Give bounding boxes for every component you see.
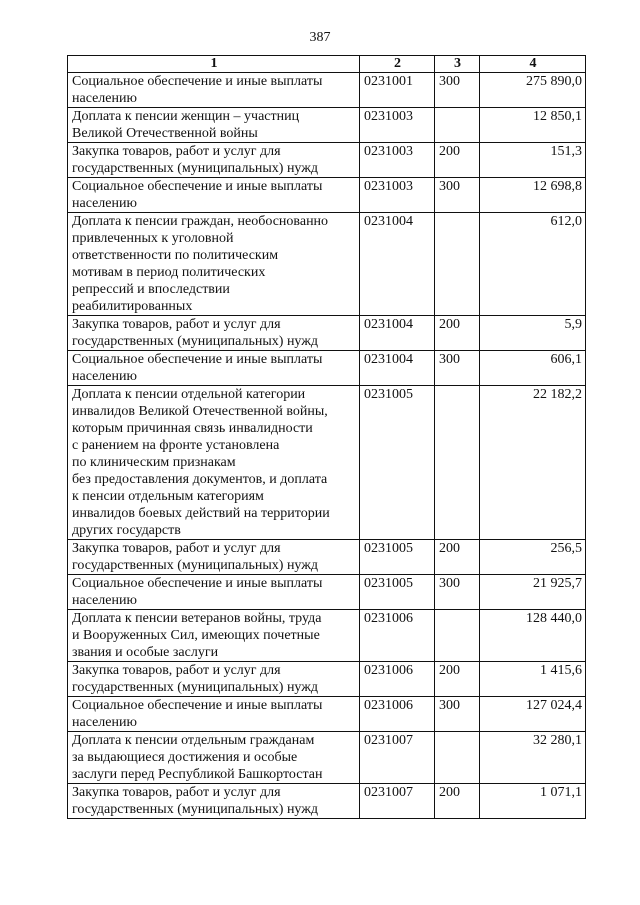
row-amount-cell: 12 850,1	[480, 108, 586, 143]
row-amount-cell: 1 071,1	[480, 784, 586, 819]
page-number: 387	[309, 30, 331, 45]
table-row	[68, 351, 586, 386]
header-col-3: 3	[435, 56, 480, 73]
table-row	[68, 784, 586, 819]
row-name-cell: Социальное обеспечение и иные выплаты населению	[68, 73, 360, 108]
table-row	[68, 73, 586, 108]
row-code-cell: 0231004	[360, 213, 435, 316]
row-code-cell: 0231005	[360, 386, 435, 540]
row-amount-cell: 606,1	[480, 351, 586, 386]
row-amount-cell: 1 415,6	[480, 662, 586, 697]
row-code-cell: 0231006	[360, 610, 435, 662]
row-name-cell: Социальное обеспечение и иные выплаты населению	[68, 575, 360, 610]
table-row	[68, 143, 586, 178]
table-row	[68, 697, 586, 732]
header-col-4: 4	[480, 56, 586, 73]
row-type-cell: 200	[435, 784, 480, 819]
table-row	[68, 540, 586, 575]
row-type-cell: 200	[435, 143, 480, 178]
row-name-cell: Закупка товаров, работ и услуг для государственных (муниципальных) нужд	[68, 540, 360, 575]
row-name-cell: Доплата к пенсии отдельным гражданам за выдающиеся достижения и особые заслуги перед Республикой Башкортостан	[68, 732, 360, 784]
header-col-1: 1	[68, 56, 360, 73]
row-name-cell: Доплата к пенсии женщин – участниц Великой Отечественной войны	[68, 108, 360, 143]
row-code-cell: 0231005	[360, 575, 435, 610]
row-amount-cell: 5,9	[480, 316, 586, 351]
row-type-cell: 300	[435, 73, 480, 108]
row-amount-cell: 32 280,1	[480, 732, 586, 784]
row-amount-cell: 128 440,0	[480, 610, 586, 662]
row-type-cell: 200	[435, 316, 480, 351]
row-code-cell: 0231007	[360, 784, 435, 819]
row-type-cell	[435, 108, 480, 143]
row-name-cell: Закупка товаров, работ и услуг для государственных (муниципальных) нужд	[68, 143, 360, 178]
table-row	[68, 108, 586, 143]
row-amount-cell: 151,3	[480, 143, 586, 178]
table-row	[68, 662, 586, 697]
row-type-cell: 300	[435, 351, 480, 386]
row-type-cell: 200	[435, 662, 480, 697]
row-amount-cell: 22 182,2	[480, 386, 586, 540]
row-name-cell: Закупка товаров, работ и услуг для государственных (муниципальных) нужд	[68, 662, 360, 697]
row-name-cell: Доплата к пенсии ветеранов войны, труда и Вооруженных Сил, имеющих почетные звания и особые заслуги	[68, 610, 360, 662]
row-type-cell: 300	[435, 697, 480, 732]
row-code-cell: 0231005	[360, 540, 435, 575]
table-row	[68, 178, 586, 213]
row-type-cell	[435, 213, 480, 316]
row-amount-cell: 12 698,8	[480, 178, 586, 213]
row-code-cell: 0231003	[360, 143, 435, 178]
row-type-cell: 300	[435, 575, 480, 610]
row-type-cell	[435, 732, 480, 784]
row-amount-cell: 127 024,4	[480, 697, 586, 732]
table-row	[68, 732, 586, 784]
header-col-2: 2	[360, 56, 435, 73]
row-amount-cell: 21 925,7	[480, 575, 586, 610]
table-row	[68, 610, 586, 662]
row-code-cell: 0231004	[360, 351, 435, 386]
table-row	[68, 316, 586, 351]
row-name-cell: Социальное обеспечение и иные выплаты населению	[68, 178, 360, 213]
row-code-cell: 0231001	[360, 73, 435, 108]
row-name-cell: Социальное обеспечение и иные выплаты населению	[68, 351, 360, 386]
row-name-cell: Закупка товаров, работ и услуг для государственных (муниципальных) нужд	[68, 316, 360, 351]
row-code-cell: 0231006	[360, 697, 435, 732]
row-amount-cell: 275 890,0	[480, 73, 586, 108]
row-name-cell: Социальное обеспечение и иные выплаты населению	[68, 697, 360, 732]
row-type-cell: 300	[435, 178, 480, 213]
row-code-cell: 0231004	[360, 316, 435, 351]
row-name-cell: Доплата к пенсии отдельной категории инвалидов Великой Отечественной войны, которым причинная связь инвалидности с ранением на фронте установлена по клиническим признакам без предоставления документов, и доплата к пенсии отдельным категориям инвалидов боевых действий на территории других государств	[68, 386, 360, 540]
table-row	[68, 386, 586, 540]
budget-table	[67, 55, 586, 819]
row-type-cell: 200	[435, 540, 480, 575]
row-name-cell: Закупка товаров, работ и услуг для государственных (муниципальных) нужд	[68, 784, 360, 819]
row-code-cell: 0231003	[360, 108, 435, 143]
row-amount-cell: 612,0	[480, 213, 586, 316]
table-row	[68, 213, 586, 316]
row-code-cell: 0231003	[360, 178, 435, 213]
row-type-cell	[435, 610, 480, 662]
row-amount-cell: 256,5	[480, 540, 586, 575]
row-code-cell: 0231006	[360, 662, 435, 697]
row-name-cell: Доплата к пенсии граждан, необоснованно привлеченных к уголовной ответственности по политическим мотивам в период политических репрессий и впоследствии реабилитированных	[68, 213, 360, 316]
table-header-row	[68, 56, 586, 73]
row-type-cell	[435, 386, 480, 540]
row-code-cell: 0231007	[360, 732, 435, 784]
table-row	[68, 575, 586, 610]
table-body	[68, 73, 586, 819]
